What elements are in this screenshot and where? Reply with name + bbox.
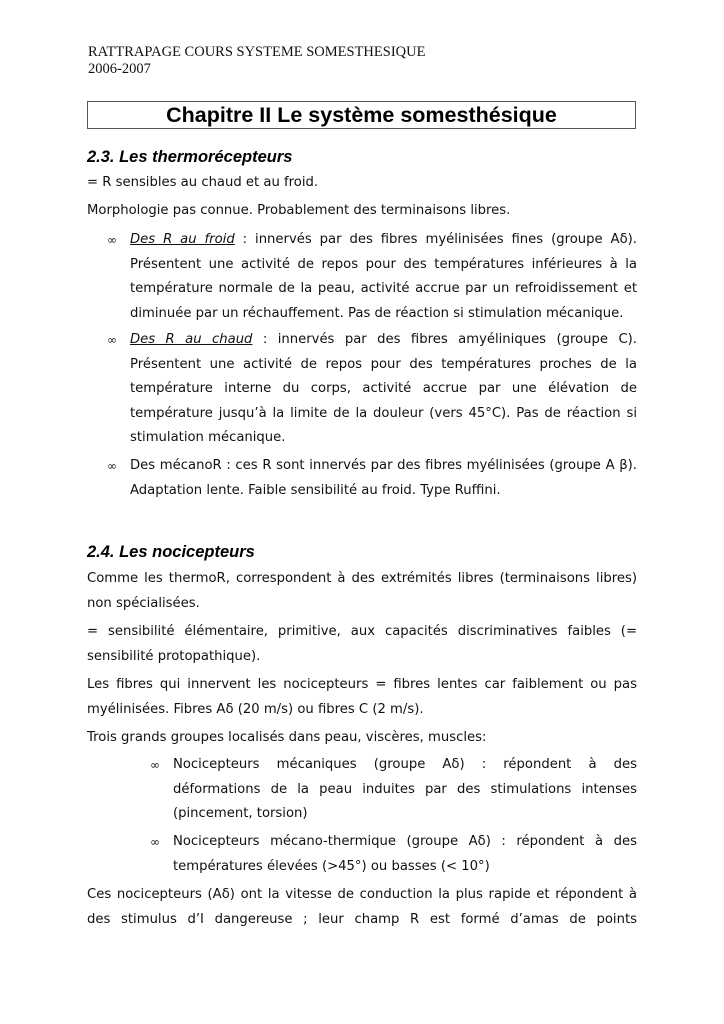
- list-item-lead: Des R au froid: [130, 232, 235, 247]
- paragraph: = R sensibles au chaud et au froid.: [87, 175, 319, 190]
- paragraph: Ces nocicepteurs (Aδ) ont la vitesse de conduction la plus rapide et répondent à des stimulus d’I dangereuse ; leur champ R est formé d’amas de points: [87, 887, 637, 927]
- running-header: [88, 44, 425, 78]
- infinity-bullet-icon: ∞: [107, 233, 117, 247]
- paragraph: Trois grands groupes localisés dans peau, viscères, muscles:: [87, 730, 487, 745]
- paragraph: Morphologie pas connue. Probablement des terminaisons libres.: [87, 203, 511, 218]
- list-item-text: : innervés par des fibres amyéliniques (groupe C). Présentent une activité de repos pour des températures proches de la température interne du corps, activité accrue par une élévation de température jusqu’à la limite de la douleur (vers 45°C). Pas de réaction si stimulation mécanique.: [130, 332, 637, 445]
- paragraph: = sensibilité élémentaire, primitive, aux capacités discriminatives faibles (= sensibilité protopathique).: [87, 624, 637, 664]
- section-heading-thermorecepteurs: 2.3. Les thermorécepteurs: [87, 148, 293, 166]
- chapter-title: Chapitre II Le système somesthésique: [166, 103, 557, 127]
- paragraph: Les fibres qui innervent les nocicepteurs = fibres lentes car faiblement ou pas myélinisées. Fibres Aδ (20 m/s) ou fibres C (2 m/s).: [87, 677, 637, 717]
- list-item: Nocicepteurs mécaniques (groupe Aδ) : répondent à des déformations de la peau induites par des stimulations intenses (pincement, torsion): [173, 757, 637, 821]
- infinity-bullet-icon: ∞: [107, 459, 117, 473]
- infinity-bullet-icon: ∞: [150, 758, 160, 772]
- list-item: Des mécanoR : ces R sont innervés par des fibres myélinisées (groupe A β). Adaptation lente. Faible sensibilité au froid. Type Ruffini.: [130, 458, 637, 498]
- list-item-text: : innervés par des fibres myélinisées fines (groupe Aδ). Présentent une activité de repos pour des températures inférieures à la température normale de la peau, activité accrue par un refroidissement et diminuée par un réchauffement. Pas de réaction si stimulation mécanique.: [130, 232, 637, 321]
- infinity-bullet-icon: ∞: [150, 835, 160, 849]
- list-item-lead: Des R au chaud: [130, 332, 253, 347]
- header-course-title: RATTRAPAGE COURS SYSTEME SOMESTHESIQUE: [88, 44, 426, 60]
- infinity-bullet-icon: ∞: [107, 333, 117, 347]
- list-item: [130, 328, 637, 451]
- paragraph: Comme les thermoR, correspondent à des extrémités libres (terminaisons libres) non spécialisées.: [87, 571, 637, 611]
- list-item: Nocicepteurs mécano-thermique (groupe Aδ) : répondent à des températures élevées (>45°) ou basses (< 10°): [173, 834, 637, 874]
- list-item: [130, 228, 637, 326]
- chapter-title-box: [87, 101, 636, 129]
- header-year: 2006-2007: [88, 61, 151, 77]
- section-heading-nocicepteurs: 2.4. Les nocicepteurs: [87, 543, 255, 561]
